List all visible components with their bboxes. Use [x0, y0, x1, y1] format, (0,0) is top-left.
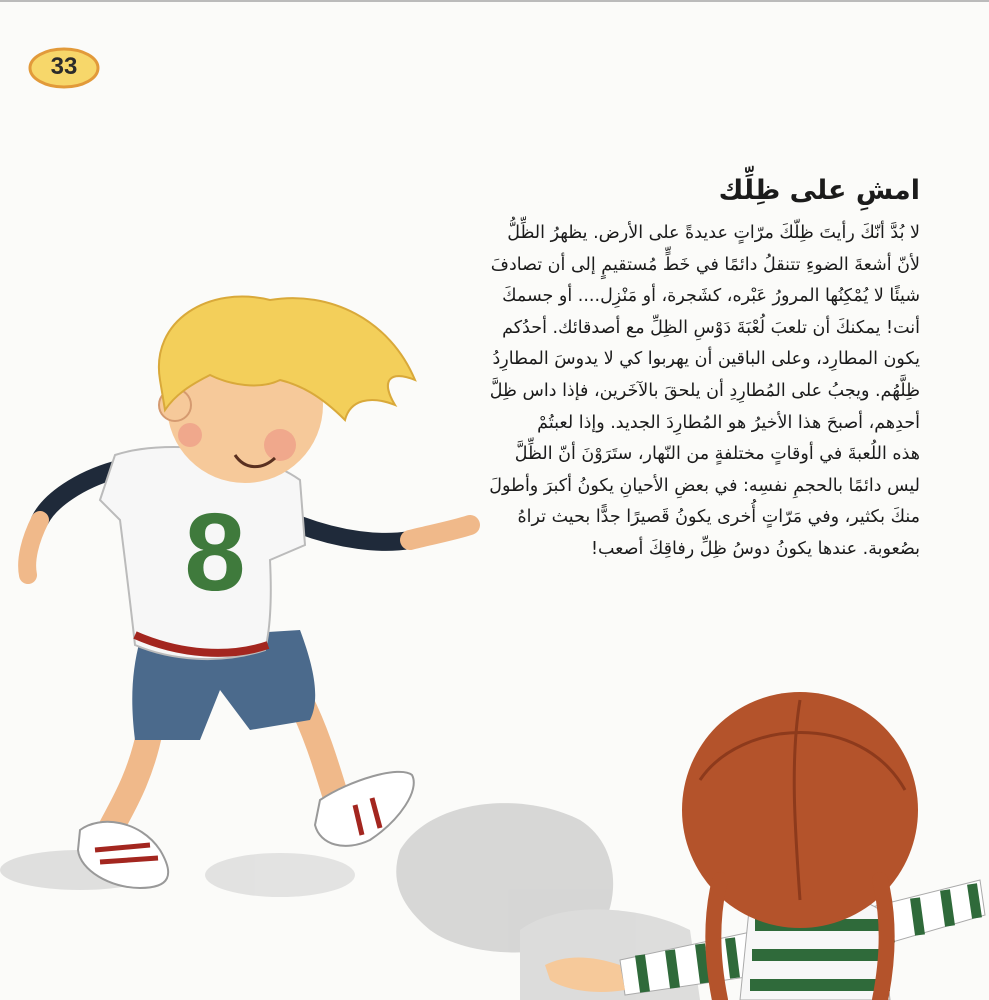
body-line: أنت! يمكنكَ أن تلعبَ لُعْبَةَ دَوْسِ الظِلِّ مع أصدقائك. أحدُكم: [502, 317, 920, 338]
body-line: هذه اللُعبةَ في أوقاتٍ مختلفةٍ من النّهار، ستَرَوْنَ أنّ الظِّلَّ: [514, 444, 920, 465]
article-body: [480, 218, 920, 566]
body-line: ظِلَّهُم. ويجبُ على المُطارِدِ أن يلحقَ بالآخَرين، فإذا داس ظِلَّ: [489, 380, 920, 401]
body-line: شيئًا لا يُمْكِنُها المرورُ عَبْره، كشَجرة، أو مَنْزِل.... أو جسمكَ: [502, 286, 920, 307]
body-line: لا بُدَّ أنّكَ رأيتَ ظِلّكَ مرّاتٍ عديدةً على الأرض. يظهرُ الظِّلُّ: [507, 223, 920, 243]
shirt-number: 8: [184, 491, 246, 614]
boy-illustration: [27, 297, 470, 888]
article-title: امشِ على ظِلِّك: [718, 175, 920, 206]
body-line: منكَ بكثير، وفي مَرّاتٍ أُخرى يكونُ قَصيرًا جدًّا بحيث تراهُ: [517, 507, 920, 528]
body-line: يكون المطارِد، وعلى الباقين أن يهربوا كي لا يدوسَ المطارِدُ: [492, 349, 920, 370]
article: [480, 170, 920, 566]
body-line: ليس دائمًا بالحجمِ نفسِه: في بعضِ الأحيانِ يكونُ أكبرَ وأطولَ: [489, 475, 920, 496]
body-line: لأنّ أشعةَ الضوءِ تتنقلُ دائمًا في خَطٍّ مُستقيمٍ إلى أن تصادفَ: [490, 254, 920, 275]
page-number: 33: [50, 53, 78, 80]
body-line: بصُعوبة. عندها يكونُ دوسُ ظِلِّ رفاقِكَ أصعب!: [590, 538, 920, 559]
body-line: أحدِهم، أصبحَ هذا الأخيرُ هو المُطارِدَ الجديد. وإذا لعبتُمْ: [537, 412, 920, 433]
